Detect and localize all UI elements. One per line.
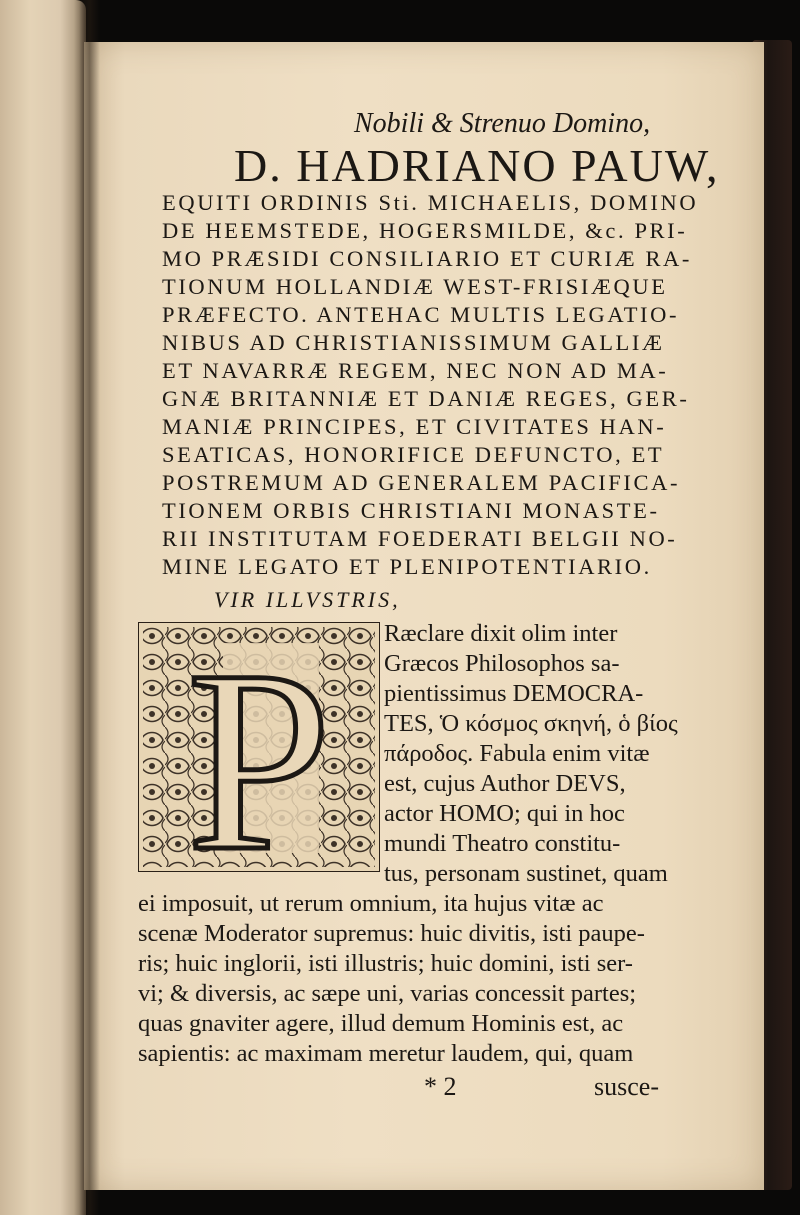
title-line: POSTREMUM AD GENERALEM PACIFICA- bbox=[162, 470, 681, 495]
title-line: NIBUS AD CHRISTIANISSIMUM GALLIÆ bbox=[162, 330, 665, 355]
floral-ornament-icon bbox=[139, 623, 379, 871]
title-line: PRÆFECTO. ANTEHAC MULTIS LEGATIO- bbox=[162, 302, 680, 327]
body-line: quas gnaviter agere, illud demum Hominis est, ac bbox=[138, 1010, 624, 1037]
body-line: Græcos Philosophos sa- bbox=[384, 650, 620, 677]
title-line: TIONEM ORBIS CHRISTIANI MONASTE- bbox=[162, 498, 660, 523]
catchword: susce- bbox=[594, 1072, 659, 1101]
title-line: ET NAVARRÆ REGEM, NEC NON AD MA- bbox=[162, 358, 669, 383]
title-line: EQUITI ORDINIS Sti. MICHAELIS, DOMINO bbox=[162, 190, 699, 215]
title-line: MO PRÆSIDI CONSILIARIO ET CURIÆ RA- bbox=[162, 246, 692, 271]
salutation: VIR ILLVSTRIS, bbox=[214, 587, 401, 612]
body-line: vi; & diversis, ac sæpe uni, varias concessit partes; bbox=[138, 980, 637, 1007]
body-line: est, cujus Author DEVS, bbox=[384, 770, 626, 797]
title-line: DE HEEMSTEDE, HOGERSMILDE, &c. PRI- bbox=[162, 218, 688, 243]
svg-text:P: P bbox=[186, 623, 332, 871]
title-line: GNÆ BRITANNIÆ ET DANIÆ REGES, GER- bbox=[162, 386, 690, 411]
body-line: pientissimus DEMOCRA- bbox=[384, 680, 644, 707]
book-page bbox=[84, 42, 764, 1190]
title-line: MANIÆ PRINCIPES, ET CIVITATES HAN- bbox=[162, 414, 667, 439]
body-line: ei imposuit, ut rerum omnium, ita hujus vitæ ac bbox=[138, 890, 604, 917]
body-line: actor HOMO; qui in hoc bbox=[384, 800, 625, 827]
body-line: πάροδος. Fabula enim vitæ bbox=[384, 740, 650, 767]
body-line: tus, personam sustinet, quam bbox=[384, 860, 668, 887]
body-line: mundi Theatro constitu- bbox=[384, 830, 621, 857]
dedication-line: Nobili & Strenuo Domino, bbox=[354, 108, 651, 139]
page-text bbox=[84, 42, 764, 1190]
gutter-shadow bbox=[74, 0, 100, 1215]
body-line: Ræclare dixit olim inter bbox=[384, 620, 618, 647]
title-line: TIONUM HOLLANDIÆ WEST-FRISIÆQUE bbox=[162, 274, 668, 299]
signature-mark: * 2 bbox=[424, 1072, 457, 1101]
decorated-initial bbox=[138, 622, 380, 872]
title-line: SEATICAS, HONORIFICE DEFUNCTO, ET bbox=[162, 442, 665, 467]
dedicatee-name: D. HADRIANO PAUW, bbox=[234, 140, 720, 191]
body-line: ris; huic inglorii, isti illustris; huic domini, isti ser- bbox=[138, 950, 633, 977]
body-line: TES, Ὁ κόσμος σκηνή, ὁ βίος bbox=[384, 710, 678, 737]
title-line: MINE LEGATO ET PLENIPOTENTIARIO. bbox=[162, 554, 652, 579]
body-line: scenæ Moderator supremus: huic divitis, isti paupe- bbox=[138, 920, 645, 947]
body-line: sapientis: ac maximam meretur laudem, qui, quam bbox=[138, 1040, 634, 1067]
title-line: RII INSTITUTAM FOEDERATI BELGII NO- bbox=[162, 526, 678, 551]
